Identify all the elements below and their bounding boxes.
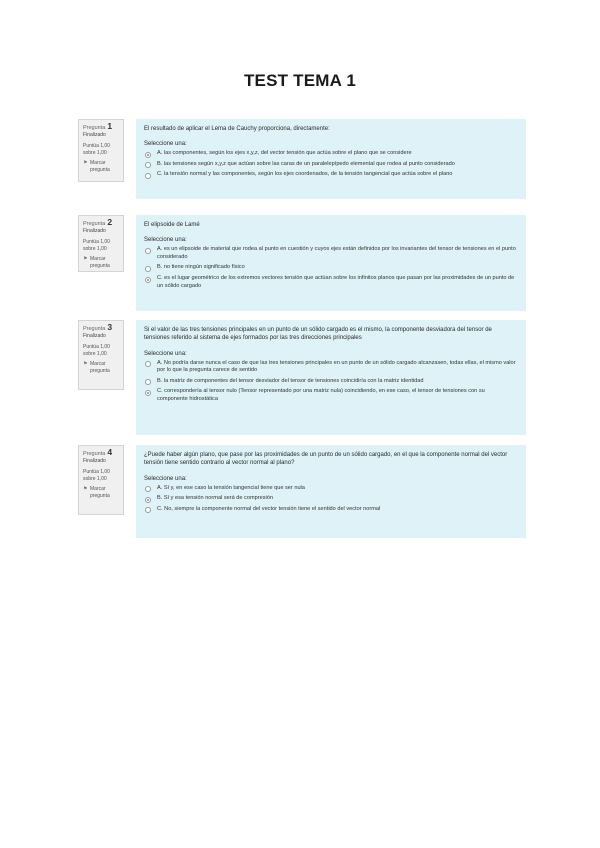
question-label: Pregunta xyxy=(83,451,106,457)
answer-text: B. no tiene ningún significado físico xyxy=(157,264,245,271)
radio-button[interactable] xyxy=(145,162,151,168)
flag-question-link[interactable] xyxy=(83,486,119,500)
question-points: Puntúa 1,00 sobre 1,00 xyxy=(83,239,110,252)
question-label: Pregunta xyxy=(83,221,106,227)
answer-option[interactable] xyxy=(144,150,517,158)
radio-button[interactable] xyxy=(145,497,151,503)
flag-question-link[interactable] xyxy=(83,160,119,174)
question-state: Finalizado xyxy=(83,333,106,339)
answer-text: A. las componentes, según los ejes x,y,z, del vector tensión que actúa sobre el plano que se considere xyxy=(157,150,412,157)
radio-button[interactable] xyxy=(145,486,151,492)
answer-option[interactable] xyxy=(144,506,517,514)
flag-icon: ⚑ xyxy=(83,160,88,166)
question-info xyxy=(78,215,124,272)
answer-text: A. es un elipsoide de material que rodea al punto en cuestión y cuyos ejes están definidos por los invariantes del tensor de tensiones en el punto considerado xyxy=(157,246,516,260)
answer-option[interactable] xyxy=(144,485,517,493)
question-label: Pregunta xyxy=(83,125,106,131)
answer-text: B. las tensiones según x,y,z que actúan sobre las caras de un paralelepípedo elemental que rodea al punto considerado xyxy=(157,160,455,167)
answer-option[interactable] xyxy=(144,246,517,261)
question-content xyxy=(136,215,526,311)
question-number: 2 xyxy=(107,217,113,227)
answer-prompt: Seleccione una: xyxy=(144,237,187,244)
answer-text: A. Sí y, en ese caso la tensión tangencial tiene que ser nula xyxy=(157,484,305,491)
question-info xyxy=(78,445,124,515)
radio-button[interactable] xyxy=(145,390,151,396)
flag-label: Marcar pregunta xyxy=(90,486,110,499)
question-text: ¿Puede haber algún plano, que pase por las proximidades de un punto de un sólido cargado, en el que la componente normal del vector tensión tiene sentido contrario al vector normal al plano? xyxy=(144,452,508,467)
question-content xyxy=(136,445,526,538)
radio-button[interactable] xyxy=(145,248,151,254)
answer-prompt: Seleccione una: xyxy=(144,475,187,482)
answer-option[interactable] xyxy=(144,264,517,272)
question-text: El resultado de aplicar el Lema de Cauchy proporciona, directamente: xyxy=(144,126,330,132)
flag-icon: ⚑ xyxy=(83,486,88,492)
answer-prompt: Seleccione una: xyxy=(144,350,187,357)
answer-option[interactable] xyxy=(144,275,517,290)
answer-option[interactable] xyxy=(144,495,517,503)
radio-button[interactable] xyxy=(145,266,151,272)
answer-option[interactable] xyxy=(144,171,517,179)
question-state: Finalizado xyxy=(83,228,106,234)
radio-button[interactable] xyxy=(145,379,151,385)
flag-label: Marcar pregunta xyxy=(90,361,110,374)
question-content xyxy=(136,119,526,199)
answer-option[interactable] xyxy=(144,388,517,403)
radio-button[interactable] xyxy=(145,173,151,179)
flag-label: Marcar pregunta xyxy=(90,256,110,269)
question-number: 1 xyxy=(107,121,113,131)
question-info xyxy=(78,320,124,390)
flag-question-link[interactable] xyxy=(83,256,119,270)
question-points: Puntúa 1,00 sobre 1,00 xyxy=(83,143,110,156)
answer-option[interactable] xyxy=(144,161,517,169)
answer-text: B. Sí y esa tensión normal será de compresión xyxy=(157,495,273,502)
answer-text: C. la tensión normal y las componentes, según los ejes coordenados, de la tensión tangencial que actúa sobre el plano xyxy=(157,171,453,178)
radio-button[interactable] xyxy=(145,277,151,283)
answer-text: C. correspondería al tensor nulo (Tensor representado por una matriz nula) coincidiendo, en ese caso, el tensor de tensiones con su componente hidrostática xyxy=(157,388,485,402)
radio-button[interactable] xyxy=(145,507,151,513)
page-title: TEST TEMA 1 xyxy=(243,71,357,90)
flag-icon: ⚑ xyxy=(83,256,88,262)
answer-option[interactable] xyxy=(144,378,517,386)
question-content xyxy=(136,320,526,435)
question-label: Pregunta xyxy=(83,326,106,332)
flag-label: Marcar pregunta xyxy=(90,160,110,173)
answer-text: C. es el lugar geométrico de los extremos vectores tensión que actúan sobre los infinitos planos que pasan por las proximidades de un punto de un sólido cargado xyxy=(157,275,515,289)
question-points: Puntúa 1,00 sobre 1,00 xyxy=(83,469,110,482)
flag-question-link[interactable] xyxy=(83,361,119,375)
radio-button[interactable] xyxy=(145,361,151,367)
question-state: Finalizado xyxy=(83,458,106,464)
question-points: Puntúa 1,00 sobre 1,00 xyxy=(83,344,110,357)
question-info xyxy=(78,119,124,182)
answer-option[interactable] xyxy=(144,360,517,375)
radio-button[interactable] xyxy=(145,152,151,158)
question-text: El elipsoide de Lamé xyxy=(144,222,200,228)
question-text: Si el valor de las tres tensiones principales en un punto de un sólido cargado es el mismo, la componente desviadora del tensor de tensiones referido al sistema de ejes formados por las tres direcciones principales xyxy=(144,327,492,342)
question-number: 4 xyxy=(107,447,113,457)
flag-icon: ⚑ xyxy=(83,361,88,367)
answer-text: C. No, siempre la componente normal del vector tensión tiene el sentido del vector normal xyxy=(157,505,381,512)
question-number: 3 xyxy=(107,322,113,332)
answer-text: B. la matriz de componentes del tensor desviador del tensor de tensiones coincidiría con la matriz identidad xyxy=(157,377,424,384)
answer-text: A. No podría darse nunca el caso de que las tres tensiones principales en un punto de un sólido cargado alcanzasen, todas ellas, el mismo valor por lo que la pregunta carece de sentido xyxy=(157,359,516,374)
answer-prompt: Seleccione una: xyxy=(144,141,187,148)
question-state: Finalizado xyxy=(83,132,106,138)
